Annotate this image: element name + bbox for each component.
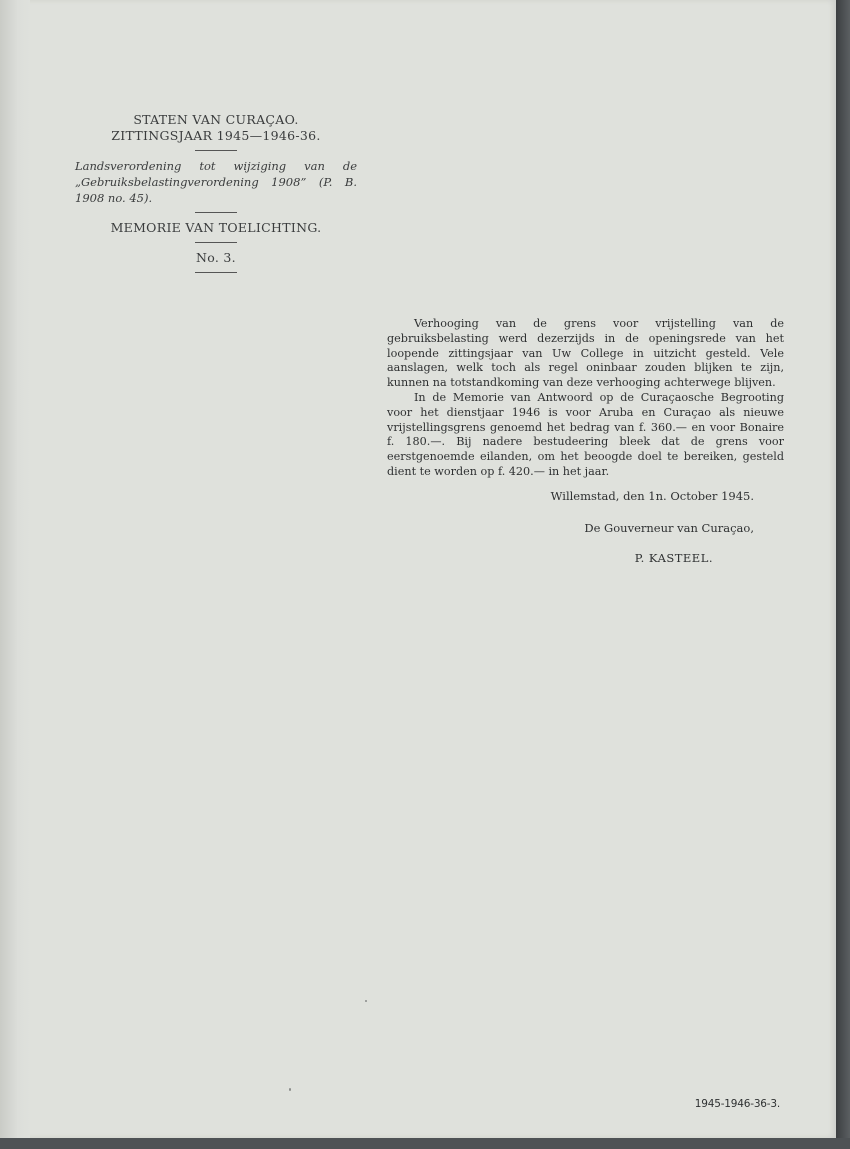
signature-name: P. KASTEEL.: [634, 551, 713, 565]
session-title: ZITTINGSJAAR 1945—1946-36.: [111, 128, 321, 143]
org-title: STATEN VAN CURAÇAO.: [133, 112, 299, 127]
divider: [195, 212, 237, 213]
document-header: [75, 112, 357, 280]
document-number: No. 3.: [196, 250, 236, 265]
page-fold-shadow: [0, 0, 30, 1138]
paper-speck: [365, 1000, 367, 1002]
body-paragraph: In de Memorie van Antwoord op de Curaçaosche Begrooting voor het dienstjaar 1946 is voor Aruba en Curaçao als nieuwe vrijstellingsgrens genoemd het bedrag van f. 360.— en voor Bonaire f. 180.—. Bij nadere bestudeering bleek dat de grens voor eerstgenoemde eilanden, om het beoogde doel te bereiken, gesteld dient te worden op f. 420.— in het jaar.: [387, 390, 784, 478]
divider: [195, 150, 237, 151]
document-type: MEMORIE VAN TOELICHTING.: [110, 220, 322, 235]
divider: [195, 242, 237, 243]
place-date: Willemstad, den 1n. October 1945.: [550, 489, 754, 503]
scan-edge-right: [836, 0, 850, 1149]
divider: [195, 272, 237, 273]
body-paragraph: Verhooging van de grens voor vrijstelling van de gebruiksbelasting werd dezerzijds in de openingsrede van het loopende zittingsjaar van Uw College in uitzicht gesteld. Vele aanslagen, welk toch als regel oninbaar zouden blijken te zijn, kunnen na totstandkoming van deze verhooging achterwege blijven.: [387, 317, 784, 390]
memorandum-body: [387, 317, 784, 480]
ordinance-subtitle: Landsverordening tot wijziging van de „Gebruiksbelastingverordening 1908” (P. B. 1908 no. 45).: [75, 159, 357, 205]
footer-doc-number: 1945-1946-36-3.: [694, 1098, 780, 1110]
governor-title: De Gouverneur van Curaçao,: [584, 521, 754, 535]
paper-speck: [289, 1088, 291, 1091]
scan-edge-bottom: [0, 1138, 850, 1149]
